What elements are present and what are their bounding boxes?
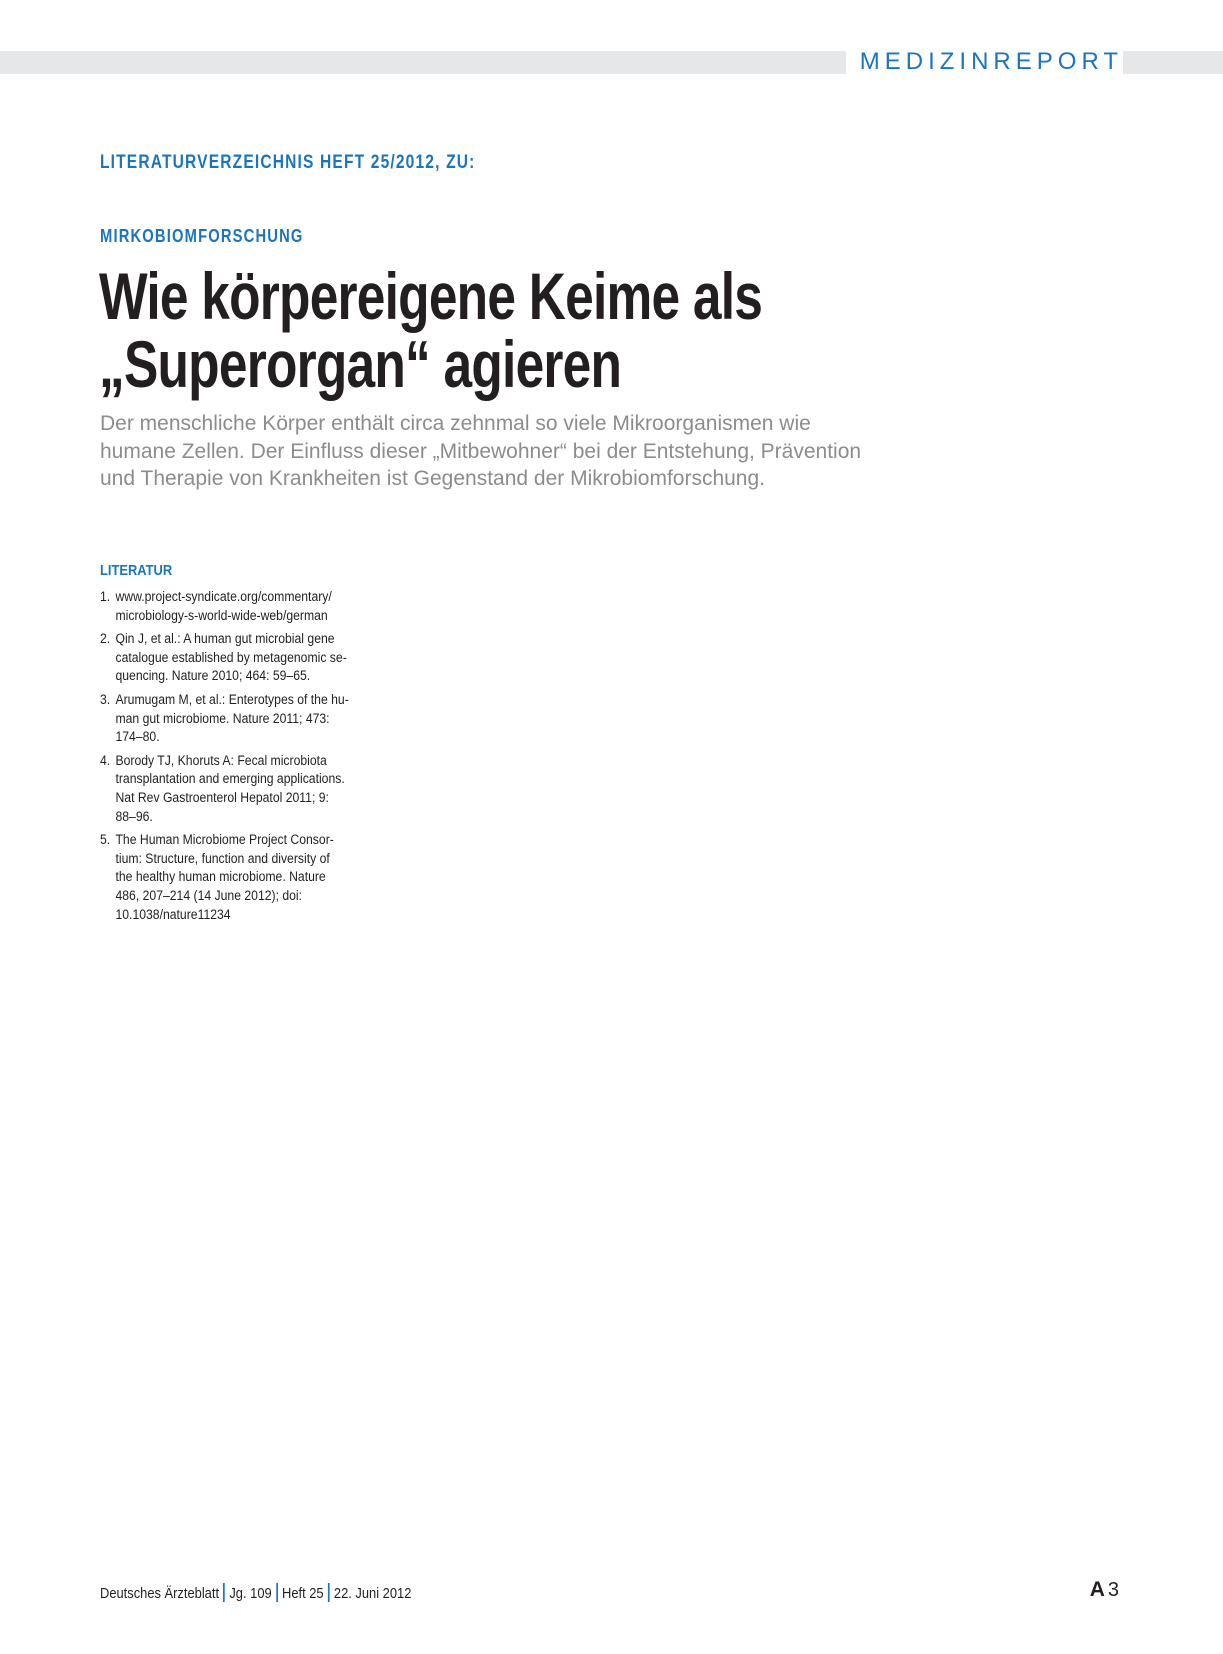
reference-list: [100, 588, 367, 929]
reference-line: transplantation and emerging applications.: [115, 771, 345, 788]
article-lead: [100, 410, 960, 493]
reference-line: tium: Structure, function and diversity of: [115, 850, 330, 867]
reference-line: man gut microbiome. Nature 2011; 473:: [115, 710, 330, 727]
reference-line: Borody TJ, Khoruts A: Fecal microbiota: [115, 752, 327, 769]
lead-line: Der menschliche Körper enthält circa zehnmal so viele Mikroorganismen wie: [100, 412, 811, 435]
reference-line: microbiology-s-world-wide-web/german: [115, 607, 328, 624]
footer-separator: [328, 1583, 330, 1602]
issue-kicker: LITERATURVERZEICHNIS HEFT 25/2012, ZU:: [100, 152, 476, 173]
footer-separator: [223, 1583, 225, 1602]
reference-line: 10.1038/nature11234: [115, 906, 231, 923]
lead-line: humane Zellen. Der Einfluss dieser „Mitbewohner“ bei der Entstehung, Prävention: [100, 439, 862, 463]
reference-line: 88–96.: [115, 808, 153, 825]
reference-item: [100, 752, 367, 826]
reference-line: Qin J, et al.: A human gut microbial gene: [115, 631, 335, 648]
reference-item: [100, 588, 367, 625]
reference-line: Nat Rev Gastroenterol Hepatol 2011; 9:: [115, 789, 329, 806]
reference-number: 3.: [100, 691, 111, 708]
reference-line: the healthy human microbiome. Nature: [115, 869, 326, 886]
rubric-label: MIRKOBIOMFORSCHUNG: [100, 226, 304, 246]
reference-line: catalogue established by metagenomic se-: [115, 649, 347, 666]
reference-line: www.project-syndicate.org/commentary/: [115, 589, 332, 605]
reference-number: 5.: [100, 832, 111, 849]
page-footer: [100, 1583, 411, 1602]
page-number-value: 3: [1107, 1579, 1119, 1601]
lead-line: und Therapie von Krankheiten ist Gegenstand der Mikrobiomforschung.: [100, 467, 765, 490]
reference-number: 4.: [100, 752, 111, 769]
journal-name: Deutsches Ärzteblatt: [100, 1585, 220, 1602]
reference-line: 486, 207–214 (14 June 2012); doi:: [115, 887, 303, 904]
page-number: [1090, 1578, 1119, 1602]
reference-line: quencing. Nature 2010; 464: 59–65.: [115, 668, 311, 685]
journal-volume: Jg. 109: [229, 1585, 272, 1602]
article-title-line: „Superorgan“ agieren: [99, 327, 622, 401]
reference-line: 174–80.: [115, 729, 160, 746]
reference-line: Arumugam M, et al.: Enterotypes of the hu-: [115, 691, 349, 708]
section-label: MEDIZINREPORT: [846, 47, 1123, 77]
reference-number: 2.: [100, 631, 111, 648]
page-prefix: A: [1089, 1578, 1105, 1601]
article-title: [99, 259, 879, 401]
reference-item: [100, 630, 367, 686]
literature-heading: LITERATUR: [100, 562, 173, 579]
journal-issue: Heft 25: [281, 1585, 324, 1602]
reference-line: The Human Microbiome Project Consor-: [115, 832, 334, 849]
reference-number: 1.: [100, 589, 111, 605]
reference-item: [100, 691, 367, 747]
footer-separator: [276, 1583, 278, 1602]
issue-date: 22. Juni 2012: [333, 1585, 412, 1602]
reference-item: [100, 831, 367, 924]
article-title-line: Wie körpereigene Keime als: [99, 259, 763, 333]
